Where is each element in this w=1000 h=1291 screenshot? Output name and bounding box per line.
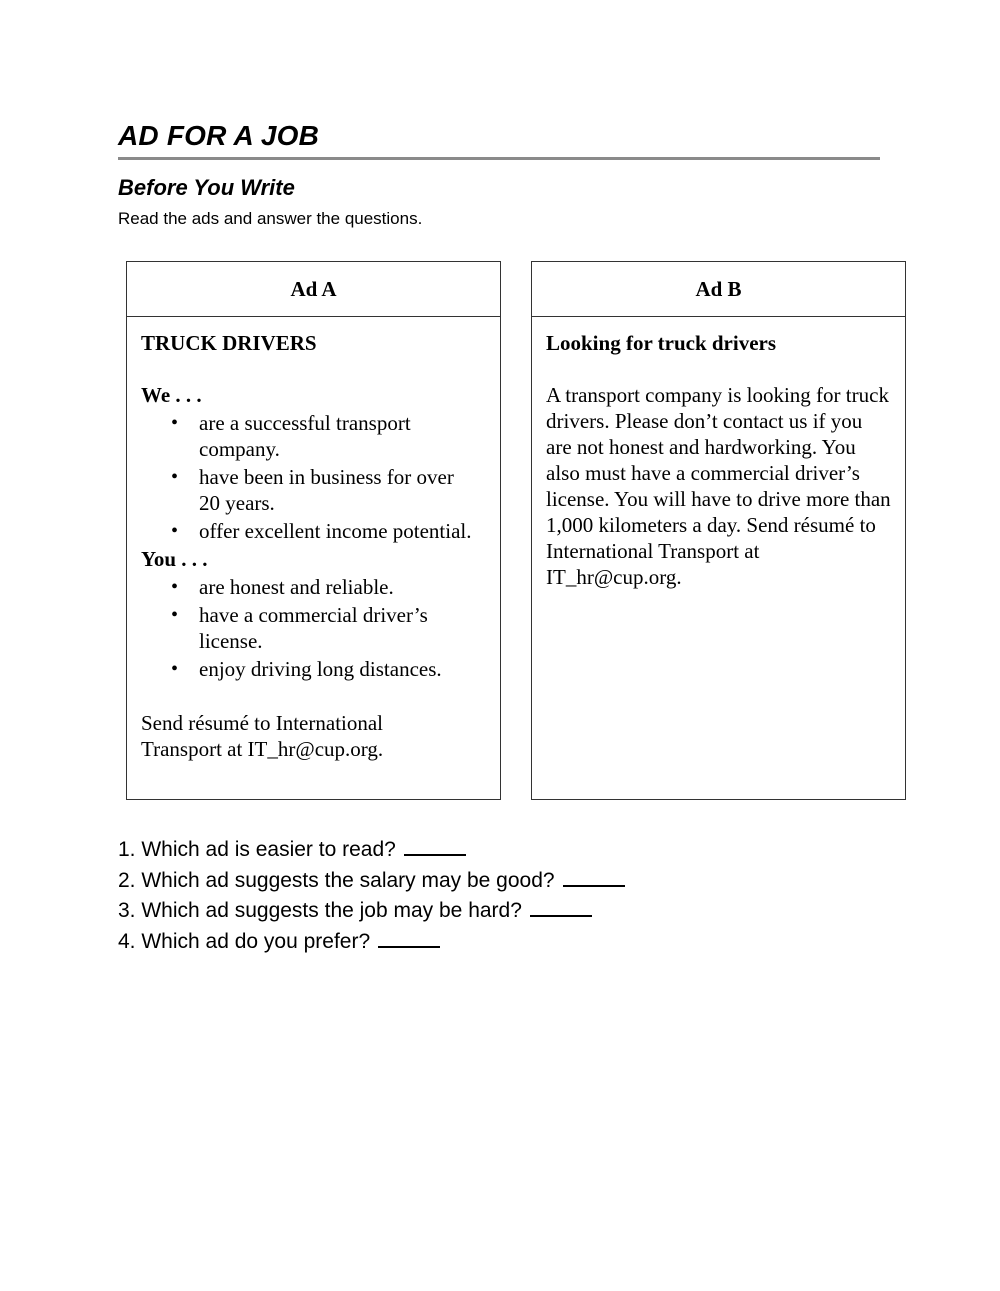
questions-list <box>118 835 625 957</box>
ad-a-box <box>126 261 501 800</box>
ad-b-headline: Looking for truck drivers <box>546 331 777 355</box>
question-item: 2. Which ad suggests the salary may be good? <box>118 866 625 897</box>
bullet-icon: • <box>171 520 179 542</box>
ad-b-box <box>531 261 906 800</box>
list-item: • enjoy driving long distances. <box>171 657 442 681</box>
question-item: 1. Which ad is easier to read? <box>118 835 625 866</box>
answer-blank[interactable] <box>563 866 625 887</box>
list-item: • have been in business for over 20 years. <box>171 465 454 515</box>
list-item: • offer excellent income potential. <box>171 519 472 543</box>
bullet-icon: • <box>171 658 179 680</box>
ad-b-header: Ad B <box>532 262 905 317</box>
question-item: 3. Which ad suggests the job may be hard? <box>118 896 625 927</box>
ad-b-body <box>532 317 905 590</box>
answer-blank[interactable] <box>530 896 592 917</box>
ad-a-header: Ad A <box>127 262 500 317</box>
bullet-icon: • <box>171 412 179 434</box>
ad-a-we-list <box>141 410 486 544</box>
ad-a-you-label: You . . . <box>141 547 208 571</box>
ad-a-headline: TRUCK DRIVERS <box>141 331 317 355</box>
ad-a-body <box>127 317 500 762</box>
bullet-icon: • <box>171 576 179 598</box>
ad-a-we-label: We . . . <box>141 383 202 407</box>
bullet-icon: • <box>171 466 179 488</box>
ad-a-contact: Send résumé to International Transport at IT_hr@cup.org. <box>141 711 384 761</box>
page-title: AD FOR A JOB <box>118 120 319 151</box>
list-item: • have a commercial driver’s license. <box>171 603 428 653</box>
ad-a-you-list <box>141 574 486 682</box>
ad-b-paragraph: A transport company is looking for truck drivers. Please don’t contact us if you are not honest and hardworking. You also must have a commercial driver’s license. You will have to drive more than 1,000 kilometers a day. Send résumé to International Transport at IT_hr@cup.org. <box>546 383 891 589</box>
section-subtitle: Before You Write <box>118 175 295 200</box>
answer-blank[interactable] <box>404 835 466 856</box>
question-item: 4. Which ad do you prefer? <box>118 927 625 958</box>
list-item: • are honest and reliable. <box>171 575 394 599</box>
answer-blank[interactable] <box>378 927 440 948</box>
instructions-text: Read the ads and answer the questions. <box>118 209 423 228</box>
title-divider <box>118 157 880 160</box>
bullet-icon: • <box>171 604 179 626</box>
list-item: • are a successful transport company. <box>171 411 411 461</box>
